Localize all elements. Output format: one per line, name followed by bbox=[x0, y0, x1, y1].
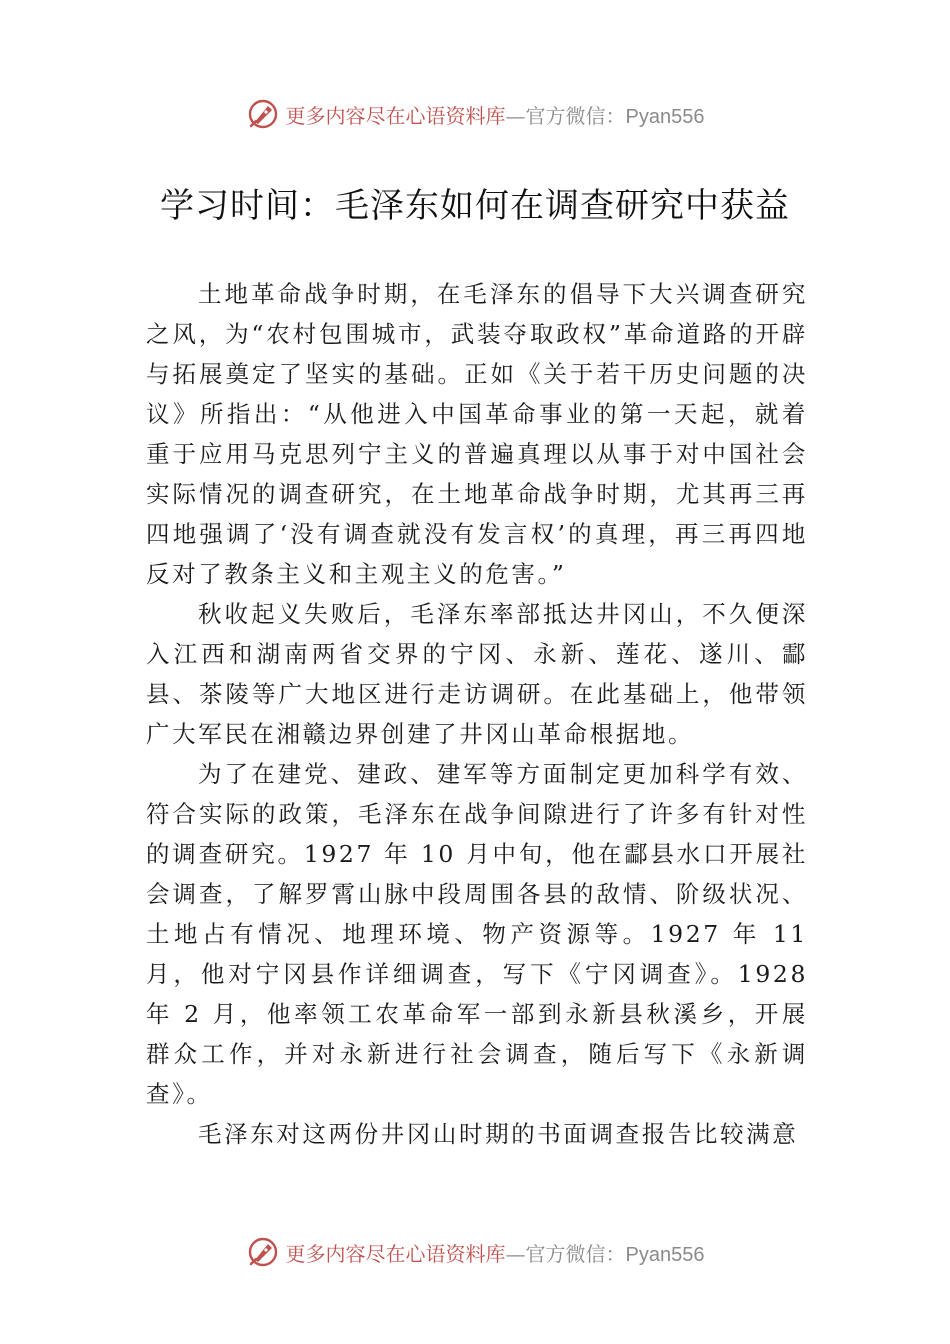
page-title: 学习时间：毛泽东如何在调查研究中获益 bbox=[160, 186, 790, 226]
paragraph-2: 秋收起义失败后，毛泽东率部抵达井冈山，不久便深入江西和湖南两省交界的宁冈、永新、莲花、遂川、酃县、茶陵等广大地区进行走访调研。在此基础上，他带领广大军民在湘赣边界创建了井冈山革命根据地。 bbox=[146, 600, 808, 748]
banner-wechat-handle: Pyan556 bbox=[625, 1243, 705, 1266]
banner-lead: 更多内容尽在心语资料库 bbox=[285, 1241, 506, 1266]
banner-text bbox=[286, 100, 705, 129]
footer-banner bbox=[0, 1232, 950, 1272]
banner-wechat-label: —官方微信： bbox=[505, 1241, 626, 1266]
paragraph-3: 为了在建党、建政、建军等方面制定更加科学有效、符合实际的政策，毛泽东在战争间隙进行了许多有针对性的调查研究。1927 年 10 月中旬，他在酃县水口开展社会调查，了解罗霄山脉中段周围各县的敌情、阶级状况、土地占有情况、地理环境、物产资源等。1927 年 11 月，他对宁冈县作详细调查，写下《宁冈调查》。1928 年 2 月，他率领工农革命军一部到永新县秋溪乡，开展群众工作，并对永新进行社会调查，随后写下《永新调查》。 bbox=[146, 760, 808, 1108]
paragraph-4: 毛泽东对这两份井冈山时期的书面调查报告比较满意 bbox=[198, 1120, 799, 1148]
banner-text bbox=[286, 1238, 705, 1267]
banner-wechat-label: —官方微信： bbox=[505, 103, 626, 128]
header-banner bbox=[0, 94, 950, 134]
article-body bbox=[146, 274, 808, 1154]
pen-nib-logo-icon bbox=[246, 1235, 280, 1269]
paragraph-1: 土地革命战争时期，在毛泽东的倡导下大兴调查研究之风，为“农村包围城市，武装夺取政权”革命道路的开辟与拓展奠定了坚实的基础。正如《关于若干历史问题的决议》所指出：“从他进入中国革命事业的第一天起，就着重于应用马克思列宁主义的普遍真理以从事于对中国社会实际情况的调查研究，在土地革命战争时期，尤其再三再四地强调了‘没有调查就没有发言权’的真理，再三再四地反对了教条主义和主观主义的危害。” bbox=[146, 280, 808, 588]
banner-wechat-handle: Pyan556 bbox=[625, 105, 705, 128]
banner-lead: 更多内容尽在心语资料库 bbox=[285, 103, 506, 128]
pen-nib-logo-icon bbox=[246, 97, 280, 131]
